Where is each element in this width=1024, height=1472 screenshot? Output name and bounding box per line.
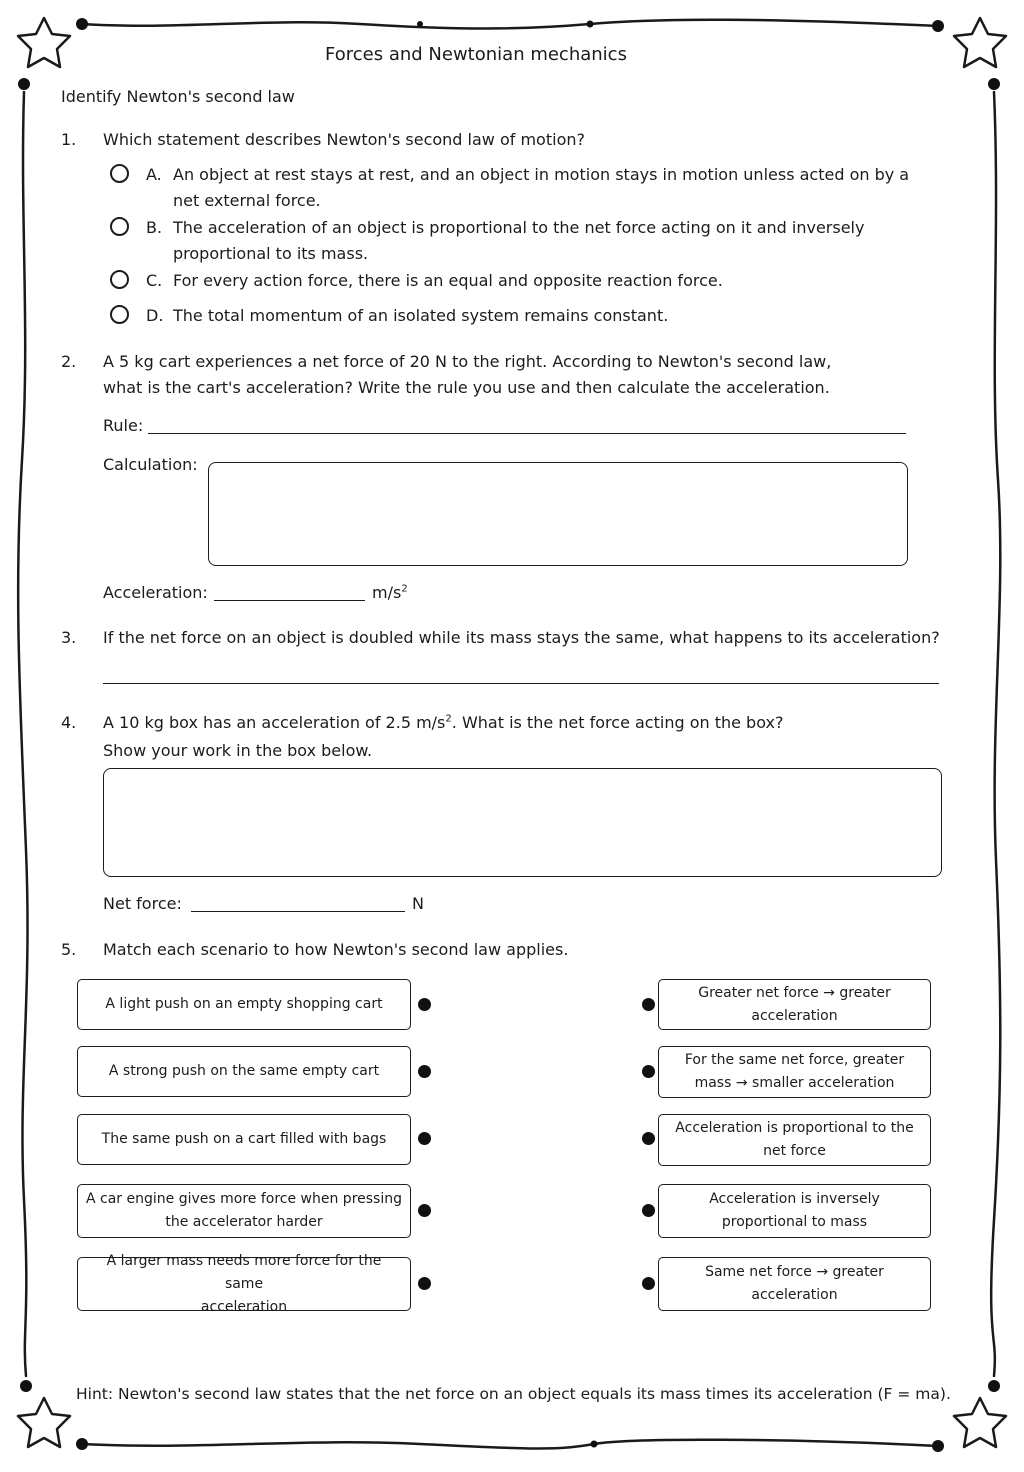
border-dot — [18, 78, 30, 90]
rule-label: Rule: — [103, 416, 144, 435]
question-3-answer-line[interactable] — [103, 683, 939, 684]
question-number: 2. — [61, 352, 77, 371]
scenario-text-cont: acceleration — [200, 1298, 288, 1315]
calculation-box[interactable] — [208, 462, 908, 566]
question-3-text: If the net force on an object is doubled while its mass stays the same, what happens to its acceleration? — [103, 628, 940, 647]
question-2-text-cont: what is the cart's acceleration? Write the rule you use and then calculate the acceleration. — [103, 378, 830, 397]
worksheet-subtitle: Identify Newton's second law — [61, 87, 295, 106]
option-a-text-cont: net external force. — [173, 191, 321, 210]
scenario-box[interactable] — [77, 1252, 411, 1315]
acceleration-answer-line[interactable] — [214, 600, 365, 601]
concept-text-cont: proportional to mass — [721, 1214, 868, 1230]
concept-box[interactable] — [658, 979, 931, 1030]
border-dot — [988, 78, 1000, 90]
concept-box[interactable] — [658, 1114, 931, 1166]
net-force-answer-line[interactable] — [191, 911, 405, 912]
question-1-text: Which statement describes Newton's second law of motion? — [103, 130, 585, 149]
scenario-box[interactable] — [77, 1184, 411, 1238]
scenario-text-cont: the accelerator harder — [165, 1214, 323, 1230]
question-4-text: A 10 kg box has an acceleration of 2.5 $m/s^2$. What is the net force acting on the box? — [103, 713, 784, 732]
scenario-box[interactable] — [77, 1046, 411, 1097]
scenario-text: A strong push on the same empty cart — [108, 1063, 380, 1079]
concept-text-cont: acceleration — [751, 1007, 838, 1024]
question-4-text-cont: Show your work in the box below. — [103, 741, 373, 760]
border-dot — [587, 21, 594, 28]
border-dot — [988, 1380, 1000, 1392]
acceleration-label: Acceleration: — [103, 583, 208, 602]
border-left-line — [18, 92, 27, 1376]
scenario-text: A car engine gives more force when pressing — [86, 1191, 402, 1207]
border-top-line — [82, 20, 938, 29]
match-dot[interactable] — [642, 998, 655, 1011]
match-dot[interactable] — [642, 1065, 655, 1078]
scenario-box[interactable] — [77, 1114, 411, 1165]
concept-text: Greater net force → greater — [698, 984, 891, 1001]
concept-box[interactable] — [658, 1046, 931, 1098]
scenario-text: The same push on a cart filled with bags — [101, 1131, 387, 1147]
rule-answer-line[interactable] — [148, 433, 906, 434]
concept-text-cont: net force — [763, 1143, 826, 1159]
option-a-text: An object at rest stays at rest, and an object in motion stays in motion unless acted on by a — [173, 165, 910, 184]
border-dot — [591, 1441, 598, 1448]
scenario-text: A light push on an empty shopping cart — [105, 996, 383, 1012]
option-letter: B. — [146, 218, 163, 237]
concept-text: For the same net force, greater — [684, 1052, 905, 1068]
border-dot — [932, 20, 944, 32]
border-dot — [20, 1380, 32, 1392]
question-2-text: A 5 kg cart experiences a net force of 20 N to the right. According to Newton's second law, — [103, 352, 832, 371]
match-dot[interactable] — [418, 1065, 431, 1078]
star-icon — [18, 1398, 70, 1447]
option-c-radio[interactable] — [110, 270, 129, 289]
question-number: 5. — [61, 940, 77, 959]
option-c-text: For every action force, there is an equal and opposite reaction force. — [173, 271, 723, 290]
concept-box[interactable] — [658, 1257, 931, 1311]
question-number: 4. — [61, 713, 77, 732]
option-a-radio[interactable] — [110, 164, 129, 183]
option-b-text: The acceleration of an object is proportional to the net force acting on it and inversely — [173, 218, 865, 237]
match-dot[interactable] — [418, 1277, 431, 1290]
concept-text: Same net force → greater — [705, 1264, 884, 1280]
scenario-text: A larger mass needs more force for the same — [106, 1252, 382, 1292]
option-letter: A. — [146, 165, 162, 184]
calculation-label: Calculation: — [103, 455, 198, 474]
border-dot — [932, 1440, 944, 1452]
match-dot[interactable] — [642, 1132, 655, 1145]
match-dot[interactable] — [642, 1204, 655, 1217]
option-b-radio[interactable] — [110, 217, 129, 236]
scenario-box[interactable] — [77, 979, 411, 1030]
net-force-unit: N — [412, 894, 424, 913]
border-bottom-line — [82, 1440, 938, 1449]
concept-text-cont: mass → smaller acceleration — [694, 1075, 895, 1091]
net-force-label: Net force: — [103, 894, 182, 913]
option-letter: C. — [146, 271, 163, 290]
match-dot[interactable] — [418, 1204, 431, 1217]
work-box[interactable] — [103, 768, 942, 877]
option-d-radio[interactable] — [110, 305, 129, 324]
question-number: 3. — [61, 628, 77, 647]
concept-text: Acceleration is proportional to the — [675, 1120, 914, 1136]
page-title: Forces and Newtonian mechanics — [325, 44, 627, 65]
border-dot — [76, 1438, 88, 1450]
star-icon — [954, 1398, 1006, 1447]
question-5-text: Match each scenario to how Newton's second law applies. — [103, 940, 569, 959]
match-dot[interactable] — [418, 998, 431, 1011]
border-dot — [76, 18, 88, 30]
border-dot — [417, 21, 423, 27]
option-letter: D. — [146, 306, 164, 325]
question-number: 1. — [61, 130, 77, 149]
hint-text: Hint: Newton's second law states that the net force on an object equals its mass times its acceleration (F = ma). — [76, 1385, 951, 1403]
option-d-text: The total momentum of an isolated system remains constant. — [173, 306, 669, 325]
concept-text-cont: acceleration — [751, 1287, 838, 1303]
acceleration-unit: $m/s^2$ — [372, 583, 408, 602]
option-b-text-cont: proportional to its mass. — [173, 244, 369, 263]
border-right-line — [991, 92, 1000, 1376]
match-dot[interactable] — [418, 1132, 431, 1145]
star-icon — [954, 18, 1006, 67]
match-dot[interactable] — [642, 1277, 655, 1290]
concept-box[interactable] — [658, 1184, 931, 1238]
concept-text: Acceleration is inversely — [709, 1191, 880, 1207]
